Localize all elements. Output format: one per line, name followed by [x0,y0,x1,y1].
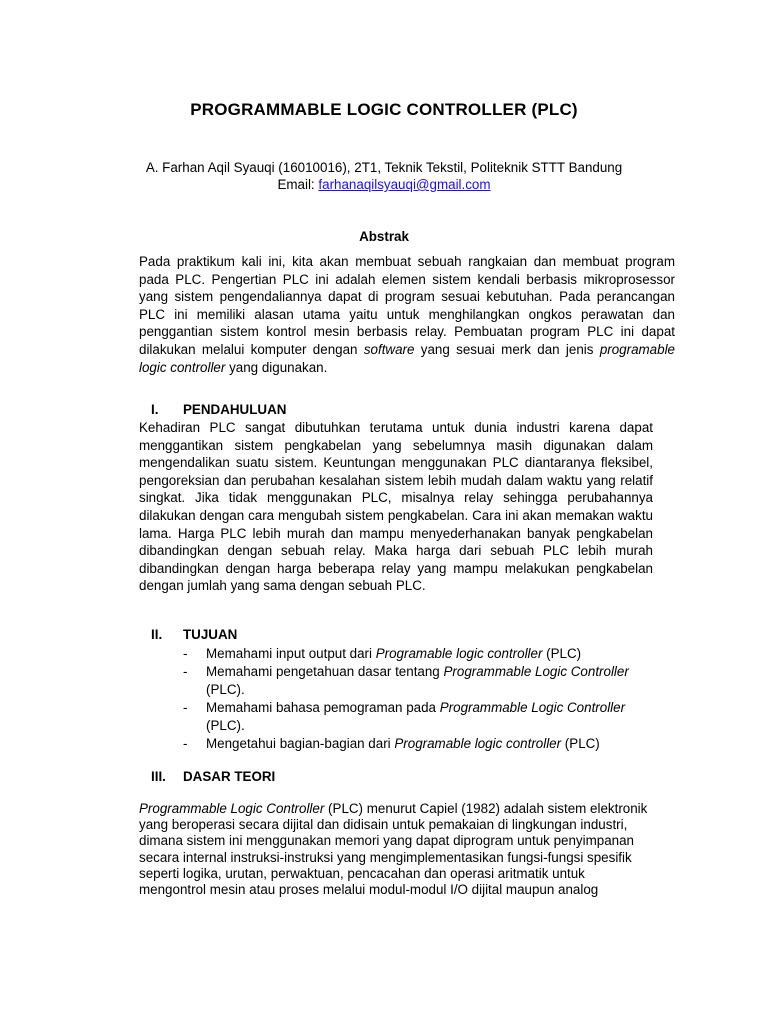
document-title: PROGRAMMABLE LOGIC CONTROLLER (PLC) [190,100,578,119]
list-item: - Memahami input output dari Programable logic controller (PLC) [183,646,582,661]
section-number: I. [151,402,159,417]
section-number: III. [151,769,166,784]
section-title: DASAR TEORI [183,769,276,784]
author-block [0,159,768,193]
abstract-text: Pada praktikum kali ini, kita akan membuat sebuah rangkaian dan membuat program pada PLC. Pengertian PLC ini adalah elemen sistem kendali berbasis mikroprosessor yang sistem pengendaliannya dapat di program sesuai kebutuhan. Pada perancangan PLC ini memiliki alasan utama yaitu untuk menghilangkan ongkos perawatan dan penggantian sistem kontrol mesin berbasis relay. Pembuatan program PLC ini dapat dilakukan melalui komputer dengan software yang sesuai merk dan jenis programable logic controller yang digunakan. [139,254,675,375]
section-heading-pendahuluan [151,402,286,417]
abstract-heading: Abstrak [359,229,409,244]
list-item: - Memahami pengetahuan dasar tentang Programmable Logic Controller (PLC). [183,664,629,697]
list-item: - Mengetahui bagian-bagian dari Programable logic controller (PLC) [183,736,600,751]
section-title: TUJUAN [183,627,238,642]
email-link[interactable]: farhanaqilsyauqi@gmail.com [318,177,491,192]
email-line [0,176,768,193]
email-label: Email: [277,177,315,192]
list-item: - Memahami bahasa pemograman pada Programmable Logic Controller (PLC). [183,700,626,733]
author-line: A. Farhan Aqil Syauqi (16010016), 2T1, Teknik Tekstil, Politeknik STTT Bandung [145,160,623,175]
section-number: II. [151,627,163,642]
pendahuluan-text: Kehadiran PLC sangat dibutuhkan terutama untuk dunia industri karena dapat menggantikan sistem pengkabelan yang sebelumnya masih digunakan dalam mengendalikan suatu sistem. Keuntungan menggunakan PLC diantaranya fleksibel, pengoreksian dan perubahan kesalahan sistem lebih mudah dalam waktu yang relatif singkat. Jika tidak menggunakan PLC, misalnya relay sehingga perubahannya dilakukan dengan cara mengubah sistem pengkabelan. Cara ini akan memakan waktu lama. Harga PLC lebih murah dan mampu menyederhanakan banyak pengkabelan dibandingkan dengan sebuah relay. Maka harga dari sebuah PLC lebih murah dibandingkan dengan harga beberapa relay yang mampu melakukan pengkabelan dengan jumlah yang sama dengan sebuah PLC. [139,420,653,594]
section-heading-tujuan [151,627,237,642]
dasar-teori-text: Programmable Logic Controller (PLC) menurut Capiel (1982) adalah sistem elektronik yang beroperasi secara dijital dan didisain untuk pemakaian di lingkungan industri, dimana sistem ini menggunakan memori yang dapat diprogram untuk penyimpanan secara internal instruksi-instruksi yang mengimplementasikan fungsi-fungsi spesifik seperti logika, urutan, perwaktuan, pencacahan dan operasi aritmatik untuk mengontrol mesin atau proses melalui modul-modul I/O dijital maupun analog [139,801,648,898]
section-heading-dasar-teori [151,769,275,784]
tujuan-list [183,645,663,753]
section-title: PENDAHULUAN [183,402,287,417]
